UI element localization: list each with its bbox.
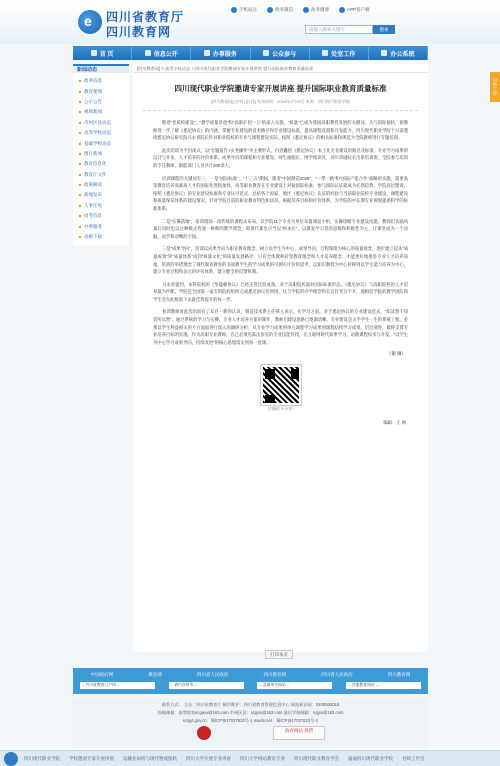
related-link[interactable]: 四川大学开展专业讲座 <box>186 755 231 761</box>
related-link[interactable]: 名师工作室 <box>402 755 425 761</box>
article-author: （谢 琳） <box>386 351 406 357</box>
briefcase-icon <box>322 50 328 56</box>
bottom-related-bar <box>0 750 500 766</box>
qr-caption: （扫描打开分享） <box>265 407 296 412</box>
sidebar-list <box>73 73 129 245</box>
weibo-icon <box>303 7 309 13</box>
footer-selects <box>73 682 428 689</box>
article-paragraph: 参训教师对此次培训有了耳目一新的认识，制造技术系主任韩立表示，在学习之前，对于悉尼协议的专业建设范式，“知其然不知其所以然”，通过系统的学习与实操，专业人才培养方案的制作，教师们建设思路已逐渐清晰。专业建设是关乎学生一生的系统工程，必须以学生利益相关的方方面面进行深入的调研分析，从专业学习成果到单元课程学习成果到课程结构学习成果，层层递进，最终支撑专业培养目标的实现。作为高职专业教师，自己必须先陈出原有的专业技能传授，在互联网时代如果学习，站随课程权术与开发，“以学生为中心学习成果导向，持续改进”的核心思想落实到每一堂课。 <box>153 309 408 345</box>
footer-link[interactable]: 四川省人民政府 <box>196 672 229 677</box>
footer-select[interactable]: -- 其他教育网站 -- <box>346 682 421 689</box>
top-link-wechat[interactable]: 政务微信 <box>267 7 293 13</box>
sidebar-item[interactable]: 新闻发布 <box>73 190 129 200</box>
document-icon <box>145 50 151 56</box>
search-input[interactable]: 请输入搜索关键字 <box>305 25 373 34</box>
qr-share <box>261 365 301 412</box>
nav-office-system[interactable]: 办公系统 <box>369 46 428 60</box>
top-link-mobile[interactable]: 手机站点 <box>231 7 257 13</box>
footer-line: 联系方式： 主办：四川省教育厅 制作维护：四川省教育管理信息中心 网站标识码：5100000016 <box>161 702 340 707</box>
computer-icon <box>381 50 387 56</box>
footer-link[interactable]: 四川教育网 <box>387 672 411 677</box>
article-paragraph: 此次培训为半封闭式，以“专题报告+实务操作”为主要形式，内容囊括《悉尼协议》本土化专业建设的路径及标准、专业学习成果的设计与开发、人才培养的评价体系、成果导向的课程和专业建设、师生画脱长、网学阅读反、刘川章副院长出席培训班，全院参与培训的专任教师、职能部门人员共计200余人。 <box>153 147 408 168</box>
floating-side-tab[interactable]: 对外工作 <box>490 72 500 102</box>
search-button[interactable]: 搜索 <box>373 25 395 34</box>
footer-line: 投稿邮箱：高等院校scgaxx@163.com 市州区县：scjyxx@163.com 基层学校邮箱：scjjxx@163.com <box>157 710 344 715</box>
article-body <box>133 111 428 346</box>
sidebar-item[interactable]: 市州区县动态 <box>73 118 129 128</box>
nav-services[interactable]: 办事服务 <box>191 46 250 60</box>
article-paragraph: 三是“成果导向”。培训以成果导向为职业教育理念，树立以学生为中心、成果导向、过程保障为核心的质量观念，逐步建立起从“质量成果”到“质量体系”再到“质量文化”的质量发展路径；只有全体教师转变教育理念和人才培养理念，才能更好地推进专业人才培养质量。培训的举措理念了现代职业教育的多项教学生的学习成果的可测可评价的思考，以知识教授为中心转移到以学生能力培养为中心，建立专业过程和多元的评价体系，建立健全的反馈机制。 <box>153 246 408 275</box>
nav-info-disclosure[interactable]: 信息公开 <box>132 46 191 60</box>
article-meta: [四川教育网] [字体] [打印] 发布时间：2018年4月26日 来源：四川现代职业学院 <box>211 99 350 104</box>
sidebar-heading: 新闻动态 <box>73 64 129 73</box>
sidebar-item[interactable]: 教育要闻 <box>73 86 129 96</box>
home-icon <box>91 50 97 56</box>
site-title-line1: 四川省教育厅 <box>106 10 185 24</box>
site-footer <box>73 698 428 748</box>
article-title: 四川现代职业学院邀请专家开展讲座 提升国际职业教育质量标准 <box>174 84 387 93</box>
article-paragraph: 培训课程的关键词有三，一是“国际标准”。“十三五”期间，随着“中国制造2025”、“一带一路”和“国际产能合作”战略的实施，需要高等教育培养高素质人才的国际化进程加快。高等职业教育在专业建设上对接国际标准，参与国际认证就成为必然趋势。学院高层邀请，按照《悉尼协议》的专业建设标准和专业认可范式、总结各个国家、地区《悉尼协议》认证的经验与当前职业院校专业建设、课程建设和质量保证体系的建设情况，针对学院目前的职业教育特色和状况，根据培养目标和评价体系，为学院的中长期专业规划提供科学的标准体系。 <box>153 175 408 211</box>
sidebar <box>73 64 129 245</box>
top-link-weibo[interactable]: 政务微博 <box>303 7 329 13</box>
footer-link[interactable]: 中国政府网 <box>90 672 114 677</box>
sidebar-item[interactable]: 政策解读 <box>73 180 129 190</box>
sidebar-item[interactable]: 高等学校动态 <box>73 128 129 138</box>
nav-home[interactable]: 首 页 <box>73 46 132 60</box>
service-icon <box>204 50 210 56</box>
gov-site-error-badge[interactable]: 政府网站 找错 <box>273 726 325 740</box>
nav-department-work[interactable]: 处室工作 <box>310 46 369 60</box>
print-button[interactable]: 打印本页 <box>265 650 293 659</box>
related-link[interactable]: 四川大学网站教育专业 <box>240 755 285 761</box>
footer-line: scsjyt.gov.cn：蜀ICP备17037623号-1 scedu.net：蜀ICP备17037623号-1 <box>182 718 319 723</box>
sidebar-item[interactable]: 图片新闻 <box>73 149 129 159</box>
sidebar-item[interactable]: 人事任免 <box>73 201 129 211</box>
wechat-icon <box>267 7 273 13</box>
mobile-icon <box>231 7 237 13</box>
top-link-app[interactable]: APP客户端 <box>339 7 370 13</box>
article-editor: 编辑：王 帅 <box>383 420 406 426</box>
party-emblem-icon[interactable] <box>197 726 211 740</box>
app-icon <box>339 7 345 13</box>
sidebar-item[interactable]: 招考信息 <box>73 211 129 221</box>
sidebar-item[interactable]: 办事服务 <box>73 221 129 231</box>
site-title-line2: 四川教育网 <box>106 25 172 39</box>
main-nav <box>73 46 428 60</box>
site-logo-icon[interactable]: e <box>78 10 102 34</box>
sidebar-item[interactable]: 表格下载 <box>73 232 129 242</box>
sidebar-item[interactable]: 基础学校动态 <box>73 138 129 148</box>
footer-link[interactable]: 四川省人民政府 <box>321 672 353 677</box>
footer-link-row <box>73 668 428 678</box>
article-paragraph: 随着“优质校建设”、“教学质量诊改”和“高职扩招一万”的深入实施，“质量”已成为我国高职教育发展的关键词。为与国际接轨，使教师进一步了解《悉尼协议》的内涵，掌握专业建设的技术路径和专业建设标准，提高课程设置和开发能力，四川现代职业学院于日前邀请悉尼协议研究院马永青院长针对职业院校的专业与课程建设实际，按照《悉尼协议》的相关标准和规范为全院教师进行专题培训。 <box>153 120 408 141</box>
nav-public-participation[interactable]: 公众参与 <box>251 46 310 60</box>
sidebar-item[interactable]: 教育信息化 <box>73 159 129 169</box>
footer-select[interactable]: -- 直属单位网站 -- <box>257 682 332 689</box>
qr-code-icon[interactable] <box>261 365 301 405</box>
related-link[interactable]: 四川现代职业学院 <box>24 755 60 761</box>
related-link[interactable]: 遍通四川现代职业学校 <box>348 755 393 761</box>
breadcrumb[interactable]: [四川教育网] > 高等学校动态 > 四川现代职业学院邀请专家开展讲座 提升国际职业教育质量标准 <box>133 64 428 73</box>
article-paragraph: 二是“实操落地”，培训现场一改传统的课程式布局，以学院11个专业为单位布置课桌小组，实操诊断专业建设问题，教师们头脑风暴后同时也以这种模式传递一种新的教学理念，即现代课堂应当以“师本位”，以激发学习者的思维和积极性为主，让课堂成为一个动脑、动手和动嘴的空间。 <box>153 218 408 239</box>
footer-select[interactable]: -- 省内各州市 -- <box>169 682 244 689</box>
people-icon <box>263 50 269 56</box>
site-header <box>0 0 500 44</box>
footer-link[interactable]: 教育部 <box>148 672 162 677</box>
related-link[interactable]: 运输业如何与现代物流接轨 <box>123 755 177 761</box>
article-paragraph: 马永青提到，本科院校的《华盛顿协议》已经走得比较成熟，对于高职院校面对国际标准形态，《悉尼协议》与高职院校的人才培养最为匹配。学院是全国第一家专科院校组织完成悉尼协议培训班，这与学院的办学理念和长远目光分不开，他相信学院的教学团队和学生会在此框架下去最佳我提升的每一步。 <box>153 281 408 302</box>
related-link[interactable]: 学校邀请专家开展讲座 <box>69 755 114 761</box>
footer-link[interactable]: 四川教育网 <box>263 672 287 677</box>
related-link[interactable]: 四川现代职业教育学会 <box>294 755 339 761</box>
sidebar-item[interactable]: 视频新闻 <box>73 107 129 117</box>
related-icon <box>4 752 18 766</box>
sidebar-item[interactable]: 公示公告 <box>73 97 129 107</box>
footer-select[interactable]: -- 共川省教育门户网 -- <box>80 682 155 689</box>
top-links <box>231 7 370 13</box>
sidebar-item[interactable]: 政务信息 <box>73 76 129 86</box>
sidebar-item[interactable]: 教育厅文件 <box>73 170 129 180</box>
article-panel <box>133 64 428 657</box>
footer-links <box>73 668 428 694</box>
